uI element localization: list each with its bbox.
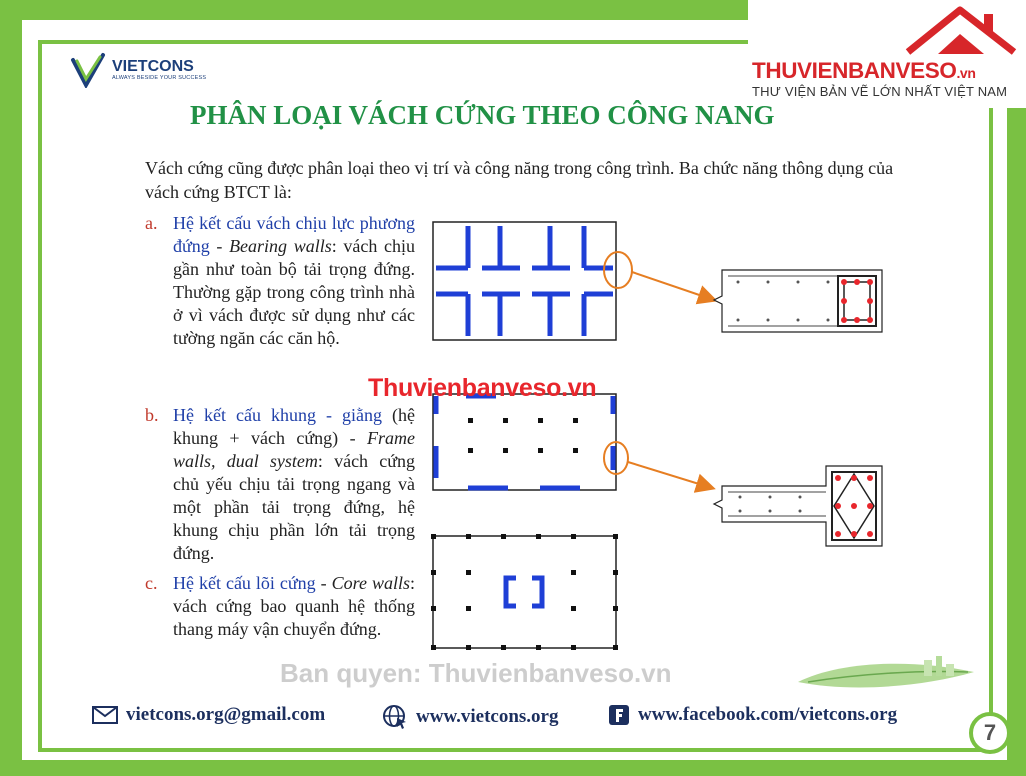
item-description: : vách chịu gần như toàn bộ tải trọng đứng. Thường gặp trong công trình nhà ở vì vách được sử dụng như các tường ngăn các căn hộ. — [173, 236, 415, 348]
logo-name: VIETCONS — [112, 58, 194, 75]
facebook-icon — [608, 704, 630, 726]
item-description: : vách cứng bao quanh hệ thống thang máy vận chuyển đứng. — [173, 573, 415, 639]
item-heading: Hệ kết cấu khung - giằng — [173, 405, 382, 425]
footer-website-text: www.vietcons.org — [416, 706, 559, 727]
footer-facebook[interactable] — [608, 704, 897, 726]
logo-tagline: ALWAYS BESIDE YOUR SUCCESS — [112, 75, 207, 81]
brand-name: THUVIENBANVESO.vn — [752, 58, 976, 83]
core-walls-plan — [431, 534, 618, 650]
envelope-icon — [92, 706, 118, 724]
footer-website[interactable] — [382, 704, 558, 730]
leaf-decoration — [798, 652, 978, 698]
item-description: : vách cứng chủ yếu chịu tải trọng ngang và một phần tải trọng đứng, hệ khung chịu phần lớn tải trọng đứng. — [173, 451, 415, 563]
footer-facebook-text: www.facebook.com/vietcons.org — [638, 704, 898, 725]
wall-end-detail — [714, 270, 882, 332]
item-heading: Hệ kết cấu vách chịu lực phương đứng — [173, 213, 415, 256]
intro-paragraph: Vách cứng cũng được phân loại theo vị trí và công năng trong công trình. Ba chức năng thông dụng của vách cứng BTCT là: — [145, 158, 894, 202]
list-item-body: Hệ kết cấu khung - giằng (hệ khung + vách cứng) - Frame walls, dual system: vách cứng chủ yếu chịu tải trọng ngang và một phần tải trọng đứng, hệ khung chịu phần lớn tải trọng đứng. — [173, 405, 415, 563]
list-item-body: Hệ kết cấu vách chịu lực phương đứng - Bearing walls: vách chịu gần như toàn bộ tải trọng đứng. Thường gặp trong công trình nhà ở vì vách được sử dụng như các tường ngăn các căn hộ. — [173, 213, 415, 348]
list-marker: a. — [145, 213, 158, 233]
item-heading: Hệ kết cấu lõi cứng — [173, 573, 316, 593]
globe-cursor-icon — [382, 704, 408, 730]
item-english-term: Core walls — [331, 573, 410, 593]
list-marker: c. — [145, 573, 158, 593]
page-number: 7 — [969, 712, 1011, 754]
list-item-body: Hệ kết cấu lõi cứng - Core walls: vách cứng bao quanh hệ thống thang máy vận chuyển đứng. — [173, 573, 415, 639]
grey-watermark: Ban quyen: Thuvienbanveso.vn — [280, 658, 672, 688]
item-english-term: Frame walls, dual system — [173, 428, 415, 471]
item-english-term: Bearing walls — [229, 236, 332, 256]
list-marker: b. — [145, 405, 159, 425]
brand-subtitle: THƯ VIỆN BẢN VẼ LỚN NHẤT VIỆT NAM — [752, 84, 1008, 99]
red-watermark: Thuvienbanveso.vn — [368, 374, 597, 402]
footer-email-text: vietcons.org@gmail.com — [126, 704, 326, 725]
dual-system-plan — [433, 394, 712, 490]
footer-email[interactable] — [92, 704, 325, 726]
page-title: PHÂN LOẠI VÁCH CỨNG THEO CÔNG NANG — [190, 100, 775, 130]
wall-column-detail — [714, 466, 882, 546]
bearing-walls-plan — [433, 222, 714, 340]
